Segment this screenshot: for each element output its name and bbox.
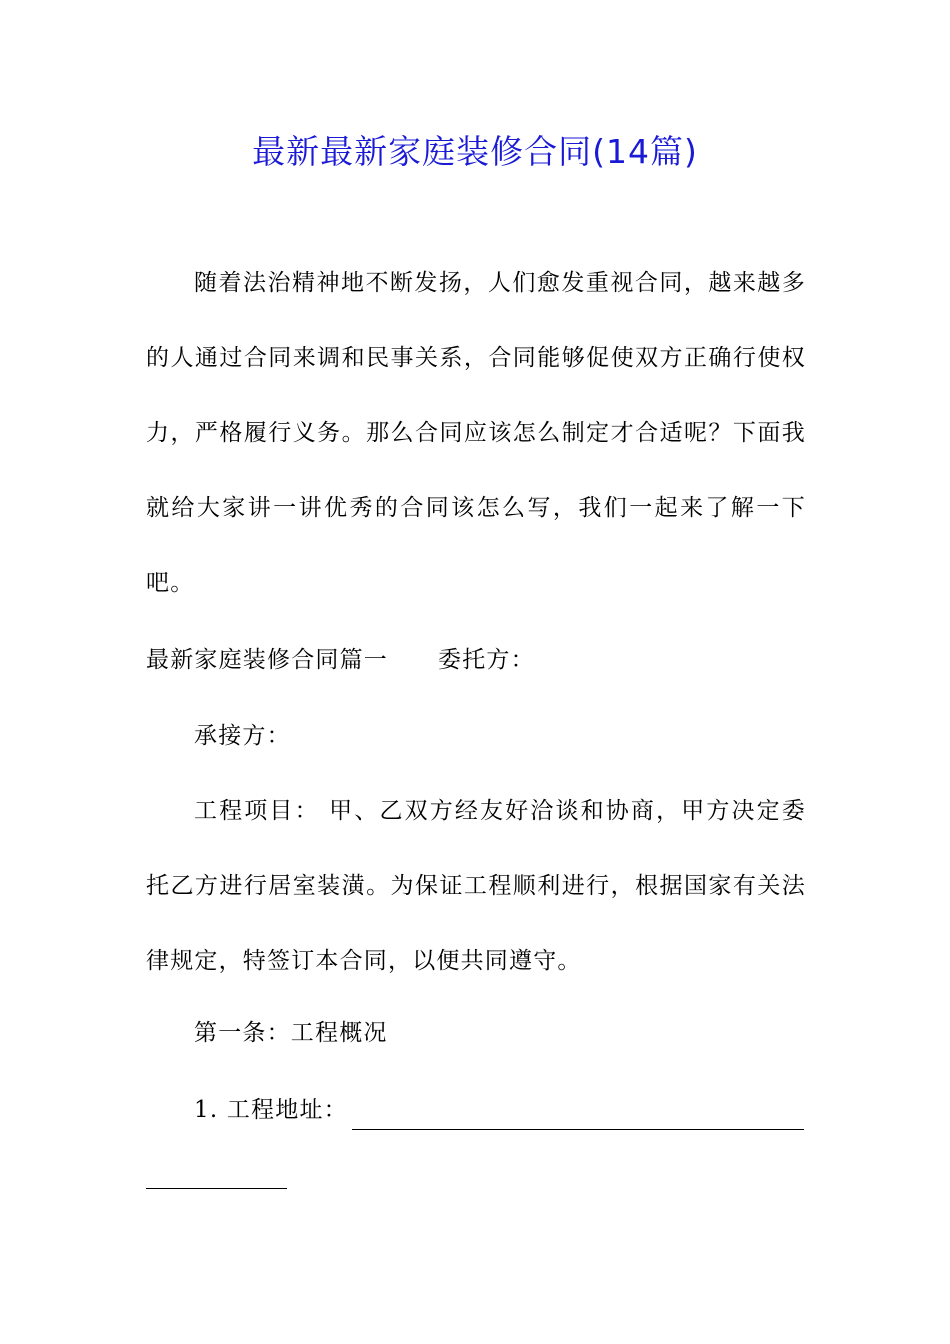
address-label: 1. 工程地址： <box>194 1097 348 1123</box>
section-heading-line <box>146 640 535 680</box>
client-label: 委托方： <box>438 647 535 673</box>
address-blank-continuation <box>146 1188 287 1189</box>
article-1-heading: 第一条：工程概况 <box>194 1020 388 1046</box>
address-line <box>194 1090 804 1130</box>
section-title: 最新家庭装修合同篇一 <box>146 647 388 673</box>
intro-paragraph: 随着法治精神地不断发扬，人们愈发重视合同，越来越多的人通过合同来调和民事关系，合同能够促使双方正确行使权力，严格履行义务。那么合同应该怎么制定才合适呢？下面我就给大家讲一讲优秀的合同该怎么写，我们一起来了解一下吧。 <box>146 270 806 596</box>
contractor-label: 承接方： <box>194 723 291 749</box>
document-title: 最新最新家庭装修合同(14篇) <box>252 132 698 171</box>
project-paragraph: 工程项目： 甲、乙双方经友好洽谈和协商，甲方决定委托乙方进行居室装潢。为保证工程顺利进行，根据国家有关法律规定，特签订本合同，以便共同遵守。 <box>146 798 806 974</box>
address-blank <box>352 1103 804 1130</box>
